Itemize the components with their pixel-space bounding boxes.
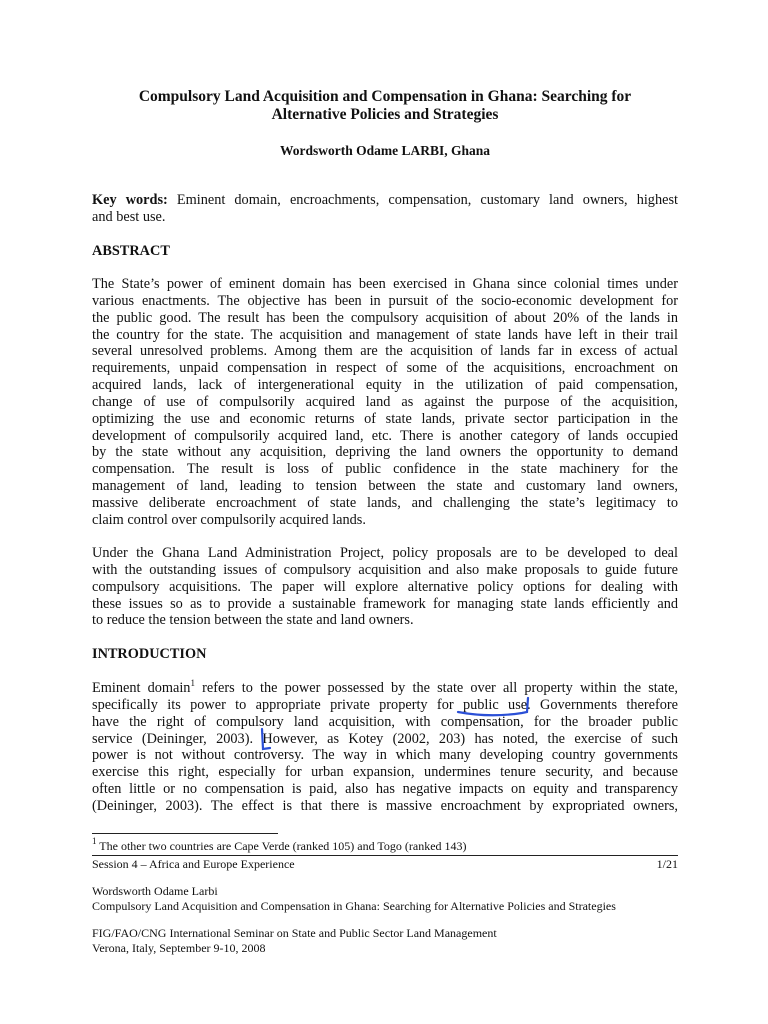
text-line: (Deininger, 2003). The effect is that there is massive encroachment by expropriated owners,: [92, 797, 678, 814]
text-line: Under the Ghana Land Administration Project, policy proposals are to be developed to deal: [92, 545, 678, 561]
footnote-divider: [92, 833, 278, 834]
introduction-heading: INTRODUCTION: [92, 646, 207, 662]
page-number: 1/21: [656, 857, 678, 871]
text-line: development of compulsorily acquired land, etc. There is another category of lands occupied: [92, 427, 678, 444]
text-line: with the outstanding issues of compulsory acquisition and also make proposals to guide future: [92, 561, 678, 578]
abstract-paragraph-2: [92, 545, 678, 629]
text: Eminent domain: [92, 680, 191, 696]
text-line: to reduce the tension between the state and land owners.: [92, 612, 414, 629]
keywords-text: and best use.: [92, 208, 166, 225]
text-line: compulsory acquisitions. The paper will explore alternative policy options for dealing with: [92, 578, 678, 595]
text-line: requirements, unpaid compensation in respect of some of the acquisitions, encroachment on: [92, 360, 678, 377]
title-line: Alternative Policies and Strategies: [271, 106, 499, 123]
introduction-paragraph: [92, 680, 678, 815]
footer-session-row: [92, 857, 678, 872]
text-line: optimizing the use and economic returns of state lands, private sector participation in the: [92, 410, 678, 427]
keywords-label: Key words:: [92, 192, 168, 208]
footer-session: Session 4 – Africa and Europe Experience: [92, 857, 295, 871]
footer-venue: Verona, Italy, September 9-10, 2008: [92, 941, 266, 955]
abstract-paragraph-1: [92, 276, 678, 529]
text-line: specifically its power to appropriate private property for public use. Governments therefore: [92, 696, 678, 713]
footnote-reference[interactable]: 1: [190, 678, 195, 688]
text-line: have the right of compulsory land acquisition, with compensation, for the broader public: [92, 713, 678, 730]
text-line: exercise this right, especially for urban expansion, undermines tenure security, and because: [92, 764, 678, 781]
title-line: Compulsory Land Acquisition and Compensation in Ghana: Searching for: [138, 88, 632, 105]
text-line: by the state without any acquisition, depriving the land owners the opportunity to demand: [92, 444, 678, 461]
text-line: compensation. The result is loss of public confidence in the state machinery for the: [92, 461, 678, 478]
text-line: massive deliberate encroachment of state lands, and challenging the state’s legitimacy to: [92, 494, 678, 511]
footer-author: Wordsworth Odame Larbi: [92, 884, 218, 898]
text-line: power is not without controversy. The way in which many developing country governments: [92, 747, 678, 764]
footer-divider: [92, 855, 678, 856]
document-title: [92, 88, 678, 124]
footer-author-block: [92, 884, 678, 914]
footer-seminar: FIG/FAO/CNG International Seminar on State and Public Sector Land Management: [92, 926, 497, 940]
text-line: [92, 680, 678, 697]
footer-paper-title: Compulsory Land Acquisition and Compensation in Ghana: Searching for Alternative Policies and Strategies: [92, 899, 616, 913]
text-line: management of land, leading to tension between the state and customary land owners,: [92, 478, 678, 495]
text-line: the country for the state. The acquisition and management of state lands have left in their trail: [92, 326, 678, 343]
text: refers to the power possessed by the state over all property within the state,: [194, 680, 678, 696]
keywords-text: Eminent domain, encroachments, compensation, customary land owners, highest: [176, 192, 678, 208]
text-line: The State’s power of eminent domain has been exercised in Ghana since colonial times under: [92, 276, 678, 292]
text-line: claim control over compulsorily acquired lands.: [92, 511, 366, 528]
text-line: various enactments. The objective has been in pursuit of the socio-economic development for: [92, 292, 678, 309]
keywords: [92, 192, 678, 226]
text-line: acquired lands, lack of intergenerational equity in the utilization of paid compensation,: [92, 377, 678, 394]
footer-seminar-block: [92, 926, 678, 956]
text-line: the public good. The result has been the compulsory acquisition of about 20% of the lands in: [92, 309, 678, 326]
footnote-mark: 1: [92, 836, 97, 846]
text-line: service (Deininger, 2003). However, as Kotey (2002, 203) has noted, the exercise of such: [92, 730, 678, 747]
abstract-heading: ABSTRACT: [92, 243, 170, 259]
text-line: these issues so as to provide a sustainable framework for managing state lands efficiently and: [92, 595, 678, 612]
text-line: often little or no compensation is paid, also has negative impacts on equity and transparency: [92, 781, 678, 798]
text-line: change of use of compulsorily acquired land as against the purpose of the acquisition,: [92, 393, 678, 410]
footnote-text: The other two countries are Cape Verde (ranked 105) and Togo (ranked 143): [96, 839, 467, 853]
author-line: Wordsworth Odame LARBI, Ghana: [279, 143, 491, 158]
footnote: [92, 836, 678, 854]
text-line: several unresolved problems. Among them are the acquisition of lands far in excess of actual: [92, 343, 678, 360]
